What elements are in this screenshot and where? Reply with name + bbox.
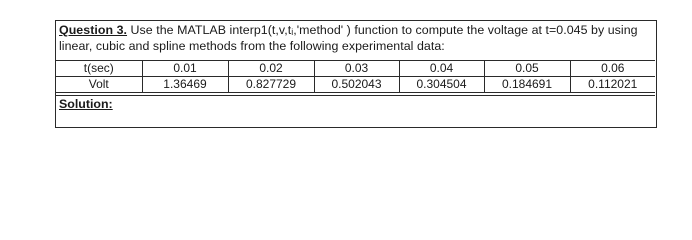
question-label: Question 3. <box>59 23 128 37</box>
volt-cell: 0.502043 <box>314 77 399 93</box>
time-cell: 0.06 <box>570 61 655 77</box>
volt-cell: 1.36469 <box>142 77 228 93</box>
time-row <box>56 61 655 77</box>
question-box <box>55 20 657 128</box>
time-cell: 0.02 <box>228 61 314 77</box>
time-row-header: t(sec) <box>56 61 142 77</box>
volt-row <box>56 77 655 93</box>
volt-row-header: Volt <box>56 77 142 93</box>
question-text <box>59 23 653 54</box>
solution-divider <box>56 95 655 96</box>
volt-cell: 0.304504 <box>399 77 484 93</box>
solution-label: Solution: <box>59 97 113 111</box>
question-body: Use the MATLAB interp1(t,v,tᵢ,'method' ) function to compute the voltage at t=0.045 by using linear, cubic and spline methods from the following experimental data: <box>59 23 638 53</box>
time-cell: 0.04 <box>399 61 484 77</box>
volt-cell: 0.184691 <box>484 77 570 93</box>
time-cell: 0.01 <box>142 61 228 77</box>
time-cell: 0.03 <box>314 61 399 77</box>
volt-cell: 0.112021 <box>570 77 655 93</box>
volt-cell: 0.827729 <box>228 77 314 93</box>
experimental-data-table <box>56 60 655 93</box>
time-cell: 0.05 <box>484 61 570 77</box>
